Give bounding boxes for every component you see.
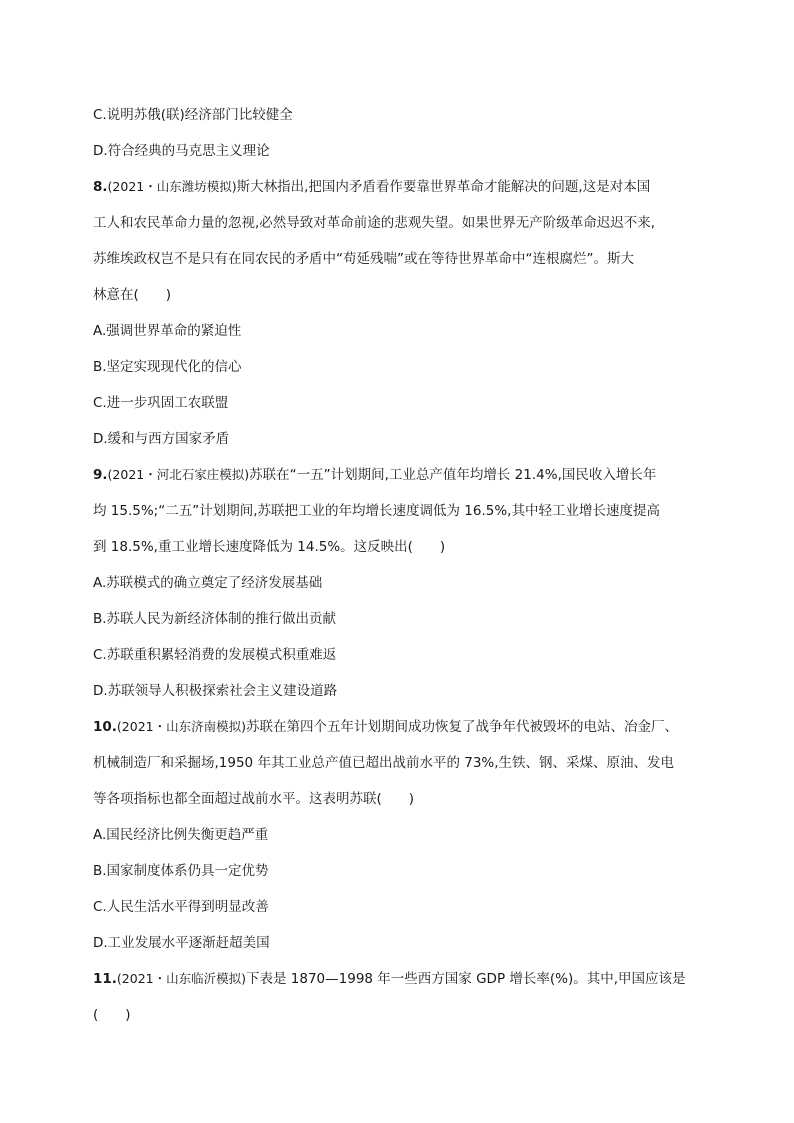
- q10-option-d[interactable]: D.工业发展水平逐渐赶超美国: [93, 935, 270, 951]
- q9-stem-line3: 到 18.5%,重工业增长速度降低为 14.5%。这反映出( ): [93, 539, 446, 555]
- q8-stem-text1: 斯大林指出,把国内矛盾看作要靠世界革命才能解决的问题,这是对本国: [236, 179, 651, 195]
- q10-number: 10.: [93, 719, 117, 735]
- q8-number: 8.: [93, 179, 108, 195]
- q11-stem-line1: [93, 970, 686, 988]
- q8-stem-line1: [93, 178, 650, 196]
- q10-option-b[interactable]: B.国家制度体系仍具一定优势: [93, 863, 269, 879]
- q8-option-c[interactable]: C.进一步巩固工农联盟: [93, 395, 229, 411]
- q11-number: 11.: [93, 971, 117, 987]
- q7-option-d[interactable]: D.符合经典的马克思主义理论: [93, 143, 270, 159]
- q9-stem-line1: [93, 466, 656, 484]
- q9-option-c[interactable]: C.苏联重积累轻消费的发展模式积重难返: [93, 647, 337, 663]
- q10-stem-line3: 等各项指标也都全面超过战前水平。这表明苏联( ): [93, 791, 415, 807]
- q10-stem-line2: 机械制造厂和采掘场,1950 年其工业总产值已超出战前水平的 73%,生铁、钢、采煤、原油、发电: [93, 755, 675, 771]
- q10-option-a[interactable]: A.国民经济比例失衡更趋严重: [93, 827, 269, 843]
- q9-number: 9.: [93, 467, 108, 483]
- q11-source: (2021・山东临沂模拟): [116, 971, 246, 986]
- q10-stem-text1: 苏联在第四个五年计划期间成功恢复了战争年代被毁坏的电站、冶金厂、: [246, 719, 678, 735]
- q10-source: (2021・山东济南模拟): [116, 719, 246, 734]
- q8-stem-line3: 苏维埃政权岂不是只有在同农民的矛盾中“苟延残喘”或在等待世界革命中“连根腐烂”。斯大: [93, 251, 634, 267]
- q9-option-b[interactable]: B.苏联人民为新经济体制的推行做出贡献: [93, 611, 337, 627]
- q8-source: (2021・山东潍坊模拟): [107, 179, 237, 194]
- q10-option-c[interactable]: C.人民生活水平得到明显改善: [93, 899, 269, 915]
- q8-option-a[interactable]: A.强调世界革命的紧迫性: [93, 323, 242, 339]
- q9-stem-text1: 苏联在“一五”计划期间,工业总产值年均增长 21.4%,国民收入增长年: [249, 467, 657, 483]
- q9-option-d[interactable]: D.苏联领导人积极探索社会主义建设道路: [93, 683, 338, 699]
- q9-option-a[interactable]: A.苏联模式的确立奠定了经济发展基础: [93, 575, 323, 591]
- q11-stem-text1: 下表是 1870—1998 年一些西方国家 GDP 增长率(%)。其中,甲国应该是: [246, 971, 686, 987]
- q8-stem-line4: 林意在( ): [93, 287, 172, 303]
- q11-stem-line2: ( ): [93, 1007, 131, 1023]
- q9-stem-line2: 均 15.5%;“二五”计划期间,苏联把工业的年均增长速度调低为 16.5%,其中轻工业增长速度提高: [93, 503, 660, 519]
- q8-option-b[interactable]: B.坚定实现现代化的信心: [93, 359, 242, 375]
- q10-stem-line1: [93, 718, 678, 736]
- q8-stem-line2: 工人和农民革命力量的忽视,必然导致对革命前途的悲观失望。如果世界无产阶级革命迟迟不来,: [93, 215, 656, 231]
- q7-option-c[interactable]: C.说明苏俄(联)经济部门比较健全: [93, 107, 293, 123]
- q9-source: (2021・河北石家庄模拟): [107, 467, 250, 482]
- q8-option-d[interactable]: D.缓和与西方国家矛盾: [93, 431, 230, 447]
